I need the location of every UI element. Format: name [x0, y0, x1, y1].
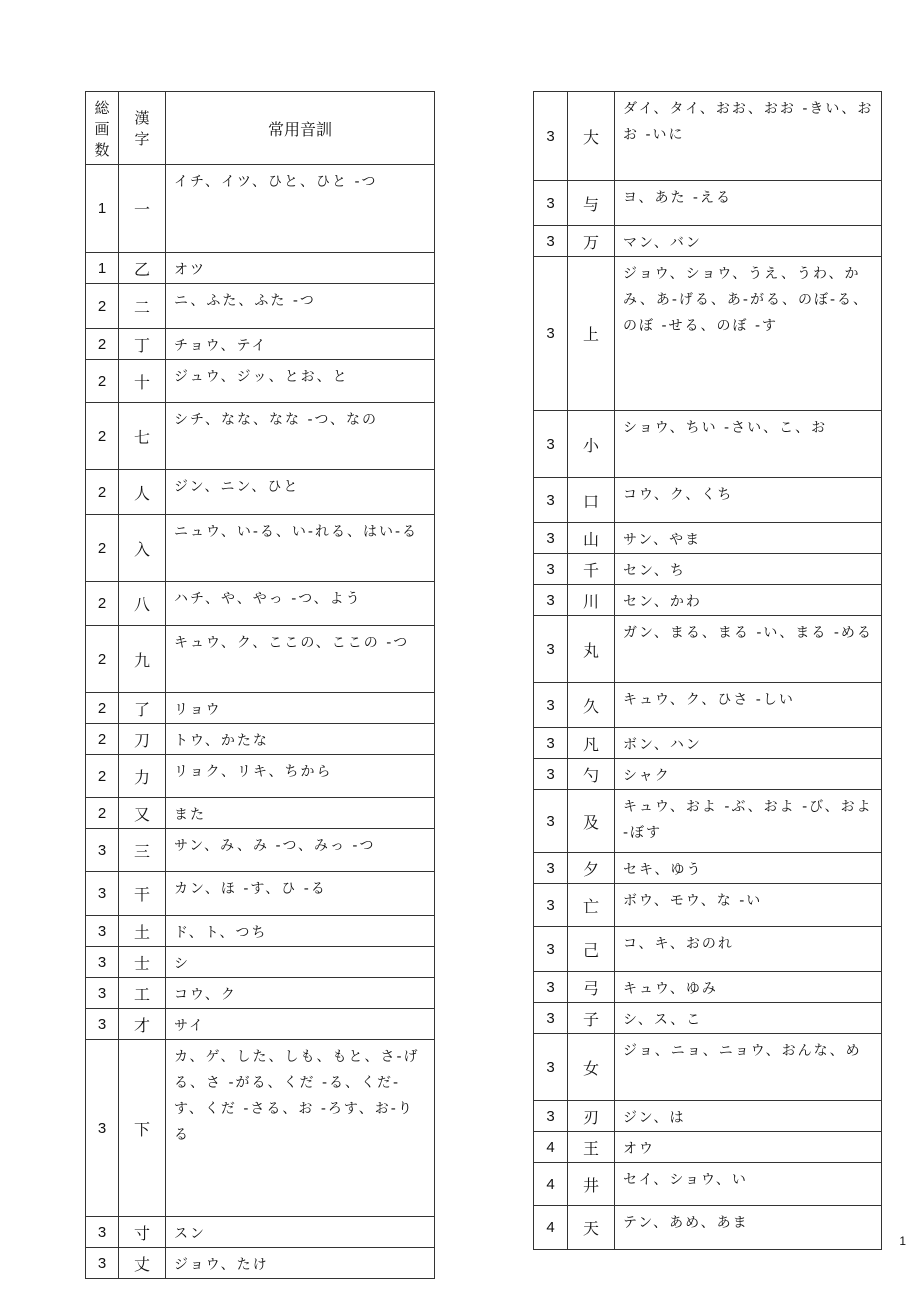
kanji-cell: 及 — [568, 790, 615, 853]
readings-cell: ジョウ、たけ — [166, 1248, 435, 1279]
kanji-cell: 井 — [568, 1163, 615, 1206]
table-row — [534, 927, 882, 972]
table-row — [86, 947, 435, 978]
stroke-count-cell: 3 — [534, 1003, 568, 1034]
stroke-count-cell: 3 — [86, 1009, 119, 1040]
readings-cell: マン、バン — [615, 226, 882, 257]
readings-cell: また — [166, 798, 435, 829]
table-row — [86, 626, 435, 693]
table-row — [534, 257, 882, 411]
table-body-right — [534, 92, 882, 1250]
readings-cell: シチ、なな、なな -つ、なの — [166, 403, 435, 470]
table-row — [534, 478, 882, 523]
readings-cell: ニ、ふた、ふた -つ — [166, 284, 435, 329]
table-row — [534, 1034, 882, 1101]
table-row — [534, 683, 882, 728]
stroke-count-cell: 3 — [534, 478, 568, 523]
kanji-cell: 凡 — [568, 728, 615, 759]
stroke-count-cell: 4 — [534, 1163, 568, 1206]
table-row — [534, 1132, 882, 1163]
table-row — [534, 181, 882, 226]
stroke-count-cell: 3 — [534, 616, 568, 683]
readings-cell: チョウ、テイ — [166, 329, 435, 360]
table-row — [86, 724, 435, 755]
stroke-count-cell: 3 — [534, 1034, 568, 1101]
kanji-cell: 入 — [119, 515, 166, 582]
table-row — [86, 329, 435, 360]
kanji-cell: 才 — [119, 1009, 166, 1040]
readings-cell: コ、キ、おのれ — [615, 927, 882, 972]
table-row — [534, 523, 882, 554]
readings-cell: サン、み、み -つ、みっ -つ — [166, 829, 435, 872]
stroke-count-cell: 3 — [534, 523, 568, 554]
table-row — [534, 1003, 882, 1034]
kanji-cell: 口 — [568, 478, 615, 523]
table-row — [86, 582, 435, 626]
readings-cell: ジョ、ニョ、ニョウ、おんな、め — [615, 1034, 882, 1101]
table-row — [86, 693, 435, 724]
table-row — [534, 92, 882, 181]
kanji-cell: 山 — [568, 523, 615, 554]
kanji-cell: 乙 — [119, 253, 166, 284]
table-row — [534, 853, 882, 884]
kanji-cell: 己 — [568, 927, 615, 972]
table-row — [534, 226, 882, 257]
kanji-cell: 丈 — [119, 1248, 166, 1279]
kanji-cell: 九 — [119, 626, 166, 693]
table-row — [86, 829, 435, 872]
table-row — [534, 616, 882, 683]
readings-cell: リョウ — [166, 693, 435, 724]
readings-cell: コウ、ク — [166, 978, 435, 1009]
kanji-cell: 刀 — [119, 724, 166, 755]
readings-cell: シャク — [615, 759, 882, 790]
readings-cell: キュウ、ク、ここの、ここの -つ — [166, 626, 435, 693]
stroke-count-cell: 2 — [86, 626, 119, 693]
readings-cell: スン — [166, 1217, 435, 1248]
stroke-count-cell: 2 — [86, 284, 119, 329]
kanji-cell: 二 — [119, 284, 166, 329]
table-row — [86, 403, 435, 470]
table-body-left — [86, 165, 435, 1279]
stroke-count-cell: 3 — [534, 226, 568, 257]
readings-cell: カ、ゲ、した、しも、もと、さ-げる、さ -がる、くだ -る、くだ-す、くだ -さる、お -ろす、お-りる — [166, 1040, 435, 1217]
table-row — [86, 978, 435, 1009]
table-row — [86, 1248, 435, 1279]
stroke-count-cell: 2 — [86, 403, 119, 470]
kanji-cell: 千 — [568, 554, 615, 585]
readings-cell: キュウ、ゆみ — [615, 972, 882, 1003]
kanji-table-right — [533, 91, 882, 1250]
kanji-cell: 上 — [568, 257, 615, 411]
readings-cell: キュウ、ク、ひさ -しい — [615, 683, 882, 728]
readings-cell: イチ、イツ、ひと、ひと -つ — [166, 165, 435, 253]
readings-cell: テン、あめ、あま — [615, 1206, 882, 1250]
readings-cell: ジン、ニン、ひと — [166, 470, 435, 515]
table-row — [534, 1206, 882, 1250]
table-row — [86, 165, 435, 253]
stroke-count-cell: 2 — [86, 515, 119, 582]
kanji-cell: 万 — [568, 226, 615, 257]
table-row — [534, 411, 882, 478]
kanji-cell: 工 — [119, 978, 166, 1009]
readings-cell: ニュウ、い-る、い-れる、はい-る — [166, 515, 435, 582]
stroke-count-cell: 3 — [86, 829, 119, 872]
readings-cell: ボウ、モウ、な -い — [615, 884, 882, 927]
kanji-cell: 士 — [119, 947, 166, 978]
kanji-cell: 八 — [119, 582, 166, 626]
stroke-count-cell: 2 — [86, 755, 119, 798]
stroke-count-cell: 3 — [534, 728, 568, 759]
kanji-cell: 下 — [119, 1040, 166, 1217]
stroke-count-cell: 1 — [86, 165, 119, 253]
kanji-cell: 勺 — [568, 759, 615, 790]
readings-cell: キュウ、およ -ぶ、およ -び、およ -ぼす — [615, 790, 882, 853]
stroke-count-cell: 2 — [86, 470, 119, 515]
kanji-cell: 人 — [119, 470, 166, 515]
kanji-cell: 十 — [119, 360, 166, 403]
table-row — [534, 1101, 882, 1132]
header-readings: 常用音訓 — [166, 92, 435, 165]
stroke-count-cell: 3 — [534, 257, 568, 411]
stroke-count-cell: 3 — [534, 1101, 568, 1132]
stroke-count-cell: 3 — [534, 927, 568, 972]
kanji-table-left — [85, 91, 435, 1279]
stroke-count-cell: 3 — [534, 585, 568, 616]
kanji-cell: 七 — [119, 403, 166, 470]
table-row — [86, 798, 435, 829]
stroke-count-cell: 3 — [534, 683, 568, 728]
readings-cell: オウ — [615, 1132, 882, 1163]
table-row — [534, 1163, 882, 1206]
readings-cell: ショウ、ちい -さい、こ、お — [615, 411, 882, 478]
kanji-cell: 亡 — [568, 884, 615, 927]
stroke-count-cell: 3 — [86, 1040, 119, 1217]
table-row — [534, 585, 882, 616]
kanji-cell: 天 — [568, 1206, 615, 1250]
stroke-count-cell: 1 — [86, 253, 119, 284]
stroke-count-cell: 2 — [86, 693, 119, 724]
stroke-count-cell: 3 — [534, 972, 568, 1003]
kanji-cell: 与 — [568, 181, 615, 226]
table-row — [534, 884, 882, 927]
table-row — [534, 728, 882, 759]
table-row — [86, 916, 435, 947]
readings-cell: ボン、ハン — [615, 728, 882, 759]
kanji-cell: 力 — [119, 755, 166, 798]
stroke-count-cell: 2 — [86, 360, 119, 403]
kanji-cell: 土 — [119, 916, 166, 947]
kanji-cell: 又 — [119, 798, 166, 829]
readings-cell: セン、ち — [615, 554, 882, 585]
table-row — [86, 360, 435, 403]
table-row — [86, 470, 435, 515]
kanji-cell: 大 — [568, 92, 615, 181]
kanji-cell: 丁 — [119, 329, 166, 360]
readings-cell: ダイ、タイ、おお、おお -きい、おお -いに — [615, 92, 882, 181]
stroke-count-cell: 3 — [86, 1217, 119, 1248]
table-row — [534, 554, 882, 585]
readings-cell: ガン、まる、まる -い、まる -める — [615, 616, 882, 683]
kanji-cell: 王 — [568, 1132, 615, 1163]
stroke-count-cell: 3 — [534, 790, 568, 853]
readings-cell: シ — [166, 947, 435, 978]
kanji-cell: 女 — [568, 1034, 615, 1101]
table-row — [86, 284, 435, 329]
readings-cell: サン、やま — [615, 523, 882, 554]
kanji-cell: 了 — [119, 693, 166, 724]
table-row — [86, 1217, 435, 1248]
table-row — [534, 972, 882, 1003]
kanji-cell: 子 — [568, 1003, 615, 1034]
stroke-count-cell: 2 — [86, 724, 119, 755]
stroke-count-cell: 3 — [534, 853, 568, 884]
stroke-count-cell: 4 — [534, 1206, 568, 1250]
header-stroke-count: 総 画 数 — [86, 92, 119, 165]
kanji-cell: 三 — [119, 829, 166, 872]
table-row — [534, 759, 882, 790]
readings-cell: カン、ほ -す、ひ -る — [166, 872, 435, 916]
readings-cell: シ、ス、こ — [615, 1003, 882, 1034]
readings-cell: サイ — [166, 1009, 435, 1040]
header-kanji: 漢 字 — [119, 92, 166, 165]
kanji-cell: 弓 — [568, 972, 615, 1003]
kanji-cell: 干 — [119, 872, 166, 916]
page-number: 1 — [899, 1234, 906, 1248]
readings-cell: コウ、ク、くち — [615, 478, 882, 523]
readings-cell: セイ、ショウ、い — [615, 1163, 882, 1206]
stroke-count-cell: 3 — [86, 947, 119, 978]
table-row — [86, 515, 435, 582]
readings-cell: セン、かわ — [615, 585, 882, 616]
table-row — [86, 755, 435, 798]
stroke-count-cell: 3 — [86, 978, 119, 1009]
readings-cell: ジン、は — [615, 1101, 882, 1132]
stroke-count-cell: 3 — [86, 872, 119, 916]
readings-cell: オツ — [166, 253, 435, 284]
kanji-cell: 小 — [568, 411, 615, 478]
stroke-count-cell: 3 — [86, 916, 119, 947]
stroke-count-cell: 3 — [534, 759, 568, 790]
stroke-count-cell: 2 — [86, 582, 119, 626]
table-row — [86, 872, 435, 916]
readings-cell: ド、ト、つち — [166, 916, 435, 947]
stroke-count-cell: 3 — [534, 411, 568, 478]
readings-cell: ヨ、あた -える — [615, 181, 882, 226]
stroke-count-cell: 3 — [534, 181, 568, 226]
table-row — [86, 1040, 435, 1217]
kanji-cell: 久 — [568, 683, 615, 728]
readings-cell: セキ、ゆう — [615, 853, 882, 884]
readings-cell: トウ、かたな — [166, 724, 435, 755]
kanji-cell: 川 — [568, 585, 615, 616]
readings-cell: リョク、リキ、ちから — [166, 755, 435, 798]
kanji-cell: 一 — [119, 165, 166, 253]
table-header-row — [86, 92, 435, 165]
stroke-count-cell: 2 — [86, 329, 119, 360]
kanji-cell: 寸 — [119, 1217, 166, 1248]
table-row — [86, 1009, 435, 1040]
stroke-count-cell: 3 — [534, 554, 568, 585]
table-row — [86, 253, 435, 284]
stroke-count-cell: 3 — [534, 884, 568, 927]
kanji-cell: 夕 — [568, 853, 615, 884]
kanji-cell: 丸 — [568, 616, 615, 683]
stroke-count-cell: 4 — [534, 1132, 568, 1163]
stroke-count-cell: 3 — [534, 92, 568, 181]
stroke-count-cell: 2 — [86, 798, 119, 829]
table-row — [534, 790, 882, 853]
stroke-count-cell: 3 — [86, 1248, 119, 1279]
readings-cell: ジョウ、ショウ、うえ、うわ、かみ、あ-げる、あ-がる、のぼ-る、のぼ -せる、のぼ -す — [615, 257, 882, 411]
kanji-cell: 刃 — [568, 1101, 615, 1132]
readings-cell: ジュウ、ジッ、とお、と — [166, 360, 435, 403]
readings-cell: ハチ、や、やっ -つ、よう — [166, 582, 435, 626]
